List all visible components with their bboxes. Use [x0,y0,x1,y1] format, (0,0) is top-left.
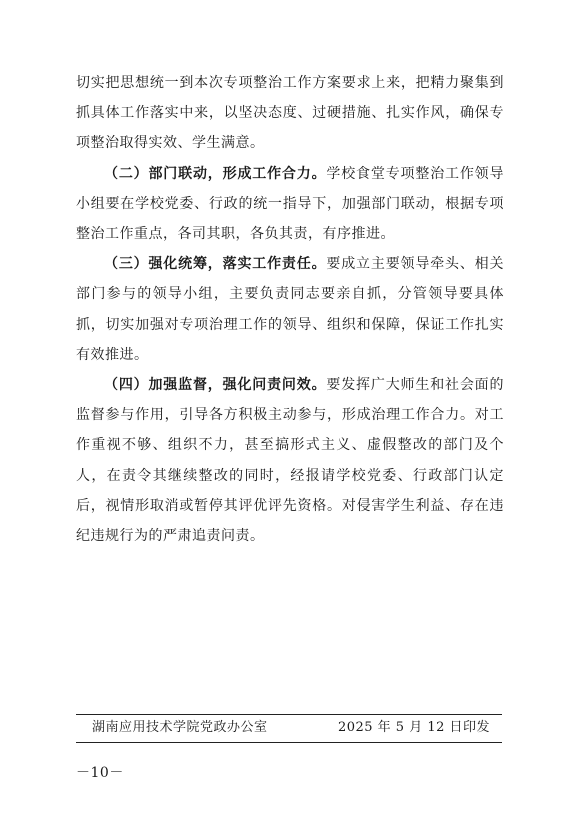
paragraph-heading: （三）强化统筹，落实工作责任。 [104,256,327,273]
paragraph-text: 学校食堂专项整治工作领导小组要在学校党委、行政的统一指导下，加强部门联动，根据专项整治工作重点，各司其职，各负其责，有序推进。 [76,165,505,243]
footer-issuer: 湖南应用技术学院党政办公室 [92,720,268,735]
paragraph-continuation [76,68,504,159]
paragraph-department-coordination [76,159,504,250]
footer-top-rule [76,714,502,715]
paragraph-text: 要成立主要领导牵头、相关部门参与的领导小组，主要负责同志要亲自抓，分管领导要具体抓，切实加强对专项治理工作的领导、组织和保障，保证工作扎实有效推进。 [76,256,505,363]
paragraph-heading: （二）部门联动，形成工作合力。 [104,165,327,182]
paragraph-heading: （四）加强监督，强化问责问效。 [104,377,327,394]
footer-date: 2025 年 5 月 12 日印发 [337,720,490,735]
footer-bottom-rule [76,742,502,743]
paragraph-text: 切实把思想统一到本次专项整治工作方案要求上来，把精力聚集到抓具体工作落实中来，以坚决态度、过硬措施、扎实作风，确保专项整治取得实效、学生满意。 [76,75,504,152]
paragraph-text: 要发挥广大师生和社会面的监督参与作用，引导各方积极主动参与，形成治理工作合力。对工作重视不够、组织不力，甚至搞形式主义、虚假整改的部门及个人，在责令其继续整改的同时，经报请学校党委、行政部门认定后，视情形取消或暂停其评优评先资格。对侵害学生利益、存在违纪违规行为的严肃追责问责。 [76,377,505,545]
document-body [76,68,504,551]
page-number: －10－ [76,765,124,781]
paragraph-overall-planning [76,249,504,370]
paragraph-supervision [76,370,504,551]
